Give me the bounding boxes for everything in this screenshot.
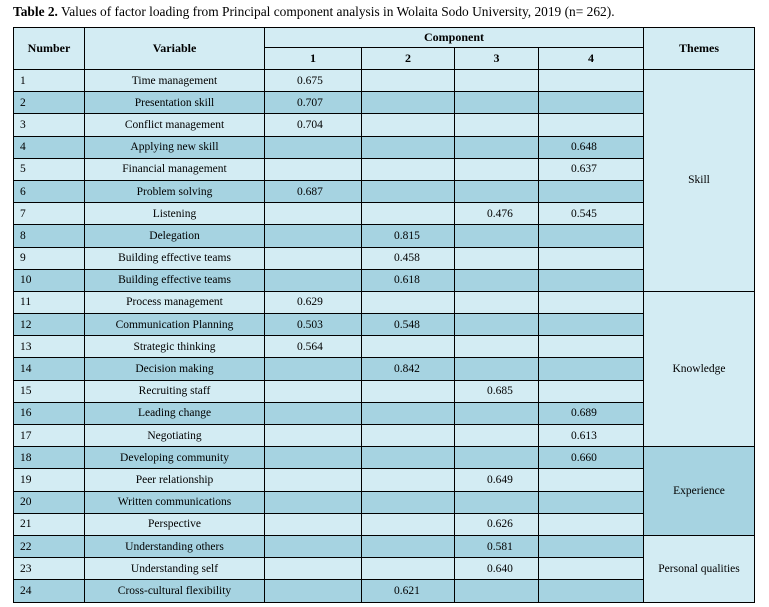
cell-component-2 [362,535,455,557]
cell-number: 7 [14,203,85,225]
cell-component-2 [362,291,455,313]
cell-component-2 [362,158,455,180]
cell-number: 18 [14,447,85,469]
table-row [14,180,755,202]
cell-number: 1 [14,70,85,92]
cell-number: 14 [14,358,85,380]
cell-number: 4 [14,136,85,158]
cell-component-2 [362,380,455,402]
table-row [14,558,755,580]
cell-component-3 [455,580,539,602]
cell-component-3 [455,358,539,380]
caption-text: Values of factor loading from Principal component analysis in Wolaita Sodo University, 2019 (n= 262). [57,4,615,19]
cell-component-4: 0.648 [539,136,644,158]
cell-component-1 [265,158,362,180]
cell-component-1 [265,247,362,269]
table-row [14,336,755,358]
cell-component-4: 0.613 [539,425,644,447]
cell-number: 15 [14,380,85,402]
table-row [14,225,755,247]
cell-variable: Time management [85,70,265,92]
table-row [14,314,755,336]
cell-variable: Peer relationship [85,469,265,491]
cell-component-4 [539,358,644,380]
cell-component-2 [362,469,455,491]
caption-label: Table 2. [13,4,58,19]
cell-component-4 [539,247,644,269]
cell-component-3 [455,402,539,424]
table-row [14,447,755,469]
cell-component-2 [362,114,455,136]
cell-component-3 [455,180,539,202]
cell-component-1: 0.675 [265,70,362,92]
cell-component-2 [362,92,455,114]
cell-component-2: 0.621 [362,580,455,602]
cell-component-3 [455,247,539,269]
cell-component-1 [265,513,362,535]
cell-component-2 [362,203,455,225]
table-row [14,114,755,136]
cell-component-2 [362,558,455,580]
cell-component-4 [539,513,644,535]
cell-number: 12 [14,314,85,336]
table-row [14,402,755,424]
cell-number: 21 [14,513,85,535]
theme-skill: Skill [644,70,755,292]
cell-number: 9 [14,247,85,269]
cell-number: 3 [14,114,85,136]
table-row [14,269,755,291]
cell-variable: Communication Planning [85,314,265,336]
cell-component-3: 0.581 [455,535,539,557]
cell-variable: Negotiating [85,425,265,447]
cell-component-1 [265,535,362,557]
cell-component-3: 0.476 [455,203,539,225]
cell-component-4 [539,114,644,136]
cell-component-4 [539,291,644,313]
cell-component-4: 0.545 [539,203,644,225]
cell-component-1 [265,380,362,402]
cell-variable: Strategic thinking [85,336,265,358]
cell-number: 20 [14,491,85,513]
cell-component-4: 0.637 [539,158,644,180]
cell-component-4: 0.689 [539,402,644,424]
table-row [14,247,755,269]
cell-component-2 [362,70,455,92]
cell-component-2 [362,425,455,447]
theme-knowledge: Knowledge [644,291,755,446]
table-row [14,491,755,513]
cell-component-3 [455,114,539,136]
cell-variable: Recruiting staff [85,380,265,402]
table-row [14,425,755,447]
cell-component-4 [539,491,644,513]
table-row [14,70,755,92]
table-row [14,469,755,491]
cell-component-1 [265,358,362,380]
table-row [14,158,755,180]
cell-component-4 [539,469,644,491]
cell-component-2 [362,491,455,513]
cell-component-1 [265,225,362,247]
cell-variable: Delegation [85,225,265,247]
cell-component-2: 0.842 [362,358,455,380]
cell-number: 10 [14,269,85,291]
cell-number: 13 [14,336,85,358]
cell-component-4 [539,380,644,402]
cell-component-2: 0.458 [362,247,455,269]
header-component-3: 3 [455,48,539,70]
theme-personal-qualities: Personal qualities [644,535,755,602]
cell-number: 17 [14,425,85,447]
cell-number: 16 [14,402,85,424]
cell-variable: Written communications [85,491,265,513]
cell-variable: Applying new skill [85,136,265,158]
cell-component-3 [455,136,539,158]
table-row [14,513,755,535]
cell-variable: Building effective teams [85,269,265,291]
cell-variable: Understanding others [85,535,265,557]
header-component-4: 4 [539,48,644,70]
cell-component-1 [265,491,362,513]
cell-component-2 [362,402,455,424]
cell-component-4 [539,225,644,247]
cell-component-3 [455,314,539,336]
cell-component-4: 0.660 [539,447,644,469]
cell-component-3 [455,336,539,358]
header-variable: Variable [85,28,265,70]
cell-number: 19 [14,469,85,491]
cell-component-1: 0.704 [265,114,362,136]
header-component-1: 1 [265,48,362,70]
cell-number: 2 [14,92,85,114]
cell-component-2: 0.815 [362,225,455,247]
cell-variable: Conflict management [85,114,265,136]
header-component-2: 2 [362,48,455,70]
cell-component-4 [539,580,644,602]
cell-component-4 [539,314,644,336]
cell-component-3: 0.626 [455,513,539,535]
cell-component-4 [539,70,644,92]
table-row [14,358,755,380]
cell-component-1 [265,580,362,602]
cell-component-3 [455,491,539,513]
table-caption [13,4,615,20]
cell-component-1 [265,447,362,469]
cell-component-3 [455,70,539,92]
cell-variable: Cross-cultural flexibility [85,580,265,602]
cell-variable: Problem solving [85,180,265,202]
table-row [14,203,755,225]
table-row [14,136,755,158]
cell-component-1 [265,136,362,158]
cell-component-2: 0.618 [362,269,455,291]
table-row [14,291,755,313]
cell-component-1 [265,469,362,491]
cell-variable: Decision making [85,358,265,380]
cell-variable: Perspective [85,513,265,535]
cell-component-3 [455,269,539,291]
cell-variable: Presentation skill [85,92,265,114]
cell-component-3: 0.685 [455,380,539,402]
cell-variable: Listening [85,203,265,225]
cell-component-3: 0.649 [455,469,539,491]
cell-component-1 [265,402,362,424]
factor-loading-table [13,27,755,603]
cell-component-2 [362,336,455,358]
cell-variable: Developing community [85,447,265,469]
table-row [14,580,755,602]
cell-component-3 [455,291,539,313]
cell-variable: Financial management [85,158,265,180]
table-row [14,92,755,114]
cell-component-1 [265,558,362,580]
cell-component-4 [539,92,644,114]
cell-component-3 [455,225,539,247]
cell-component-1: 0.564 [265,336,362,358]
cell-component-3 [455,447,539,469]
cell-component-2: 0.548 [362,314,455,336]
cell-component-2 [362,447,455,469]
cell-number: 11 [14,291,85,313]
table-row [14,535,755,557]
cell-component-3 [455,425,539,447]
cell-component-1 [265,425,362,447]
cell-component-1: 0.707 [265,92,362,114]
cell-component-1: 0.629 [265,291,362,313]
table-row [14,380,755,402]
cell-component-4 [539,180,644,202]
cell-component-4 [539,535,644,557]
cell-component-2 [362,513,455,535]
cell-component-4 [539,336,644,358]
cell-number: 8 [14,225,85,247]
theme-experience: Experience [644,447,755,536]
cell-variable: Leading change [85,402,265,424]
cell-component-3: 0.640 [455,558,539,580]
cell-variable: Understanding self [85,558,265,580]
header-themes: Themes [644,28,755,70]
cell-component-3 [455,92,539,114]
cell-number: 22 [14,535,85,557]
cell-number: 5 [14,158,85,180]
cell-component-1: 0.503 [265,314,362,336]
cell-component-4 [539,269,644,291]
cell-number: 24 [14,580,85,602]
cell-component-1 [265,269,362,291]
header-number: Number [14,28,85,70]
cell-component-1: 0.687 [265,180,362,202]
cell-component-1 [265,203,362,225]
cell-component-3 [455,158,539,180]
cell-number: 23 [14,558,85,580]
cell-variable: Process management [85,291,265,313]
cell-component-2 [362,136,455,158]
cell-variable: Building effective teams [85,247,265,269]
cell-number: 6 [14,180,85,202]
cell-component-4 [539,558,644,580]
header-component: Component [265,28,644,48]
cell-component-2 [362,180,455,202]
